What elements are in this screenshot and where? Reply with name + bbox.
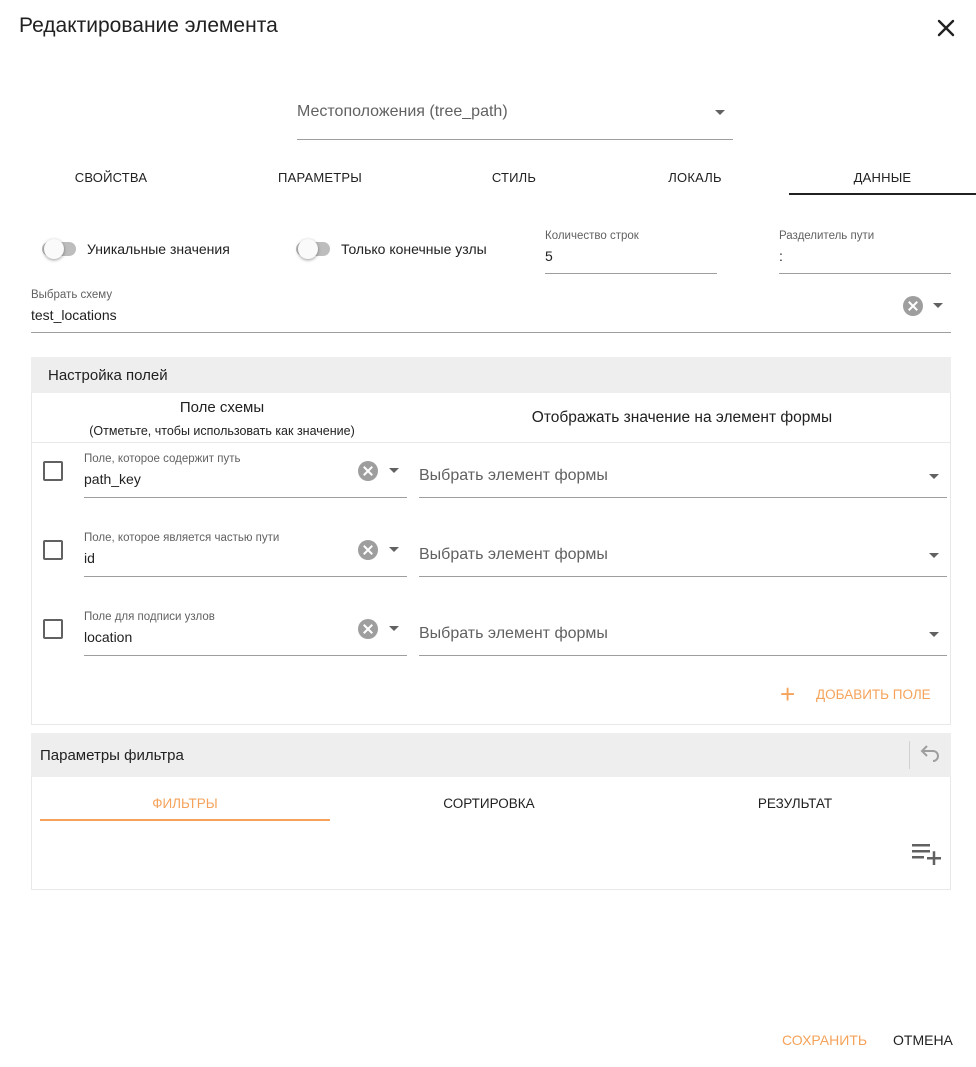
tab-parameters[interactable]: ПАРАМЕТРЫ [278,170,362,185]
close-icon[interactable] [934,16,958,40]
path-separator-label: Разделитель пути [779,230,875,242]
dialog-title: Редактирование элемента [19,14,278,37]
path-separator-value: : [779,248,783,264]
chevron-down-icon [929,474,939,479]
tab-properties[interactable]: СВОЙСТВА [74,170,148,185]
schema-field-label: Поле, которое содержит путь [84,453,241,465]
add-field-button[interactable] [780,679,931,709]
chevron-down-icon [929,553,939,558]
schema-field-select[interactable] [84,611,407,656]
chevron-down-icon [929,632,939,637]
schema-field-label: Поле, которое является частью пути [84,532,280,544]
form-element-placeholder: Выбрать элемент формы [419,625,608,642]
form-element-select[interactable] [419,532,947,577]
toggle-knob [298,239,318,259]
save-button[interactable]: СОХРАНИТЬ [782,1032,868,1048]
clear-icon[interactable] [358,540,378,560]
undo-icon[interactable] [919,744,941,762]
leaf-only-label: Только конечные узлы [341,241,487,257]
tab-data[interactable]: ДАННЫЕ [789,162,976,195]
col-schema-title: Поле схемы [179,399,265,416]
row-checkbox[interactable] [43,619,63,639]
clear-icon[interactable] [358,619,378,639]
tab-locale[interactable]: ЛОКАЛЬ [668,170,722,185]
schema-label: Выбрать схему [31,289,113,301]
fields-panel-header [31,357,951,393]
row-checkbox[interactable] [43,461,63,481]
schema-field-value: path_key [84,471,141,487]
form-element-placeholder: Выбрать элемент формы [419,467,608,484]
unique-values-toggle[interactable] [42,242,76,256]
tab-result[interactable]: РЕЗУЛЬТАТ [757,796,833,811]
schema-select[interactable] [31,289,951,333]
fields-panel-body [31,393,951,725]
row-checkbox[interactable] [43,540,63,560]
form-element-placeholder: Выбрать элемент формы [419,546,608,563]
form-element-select[interactable] [419,611,947,656]
filter-panel-body [31,777,951,890]
row-count-label: Количество строк [545,230,639,242]
filter-panel-title: Параметры фильтра [40,747,184,764]
leaf-only-toggle[interactable] [296,242,330,256]
fields-panel-title: Настройка полей [48,367,168,384]
clear-icon[interactable] [358,461,378,481]
playlist-add-icon[interactable] [912,843,942,865]
cancel-button[interactable]: ОТМЕНА [893,1032,953,1048]
tab-style[interactable]: СТИЛЬ [491,170,537,185]
tab-filters[interactable]: ФИЛЬТРЫ [40,777,330,821]
schema-field-value: location [84,629,133,645]
chevron-down-icon[interactable] [389,626,399,631]
col-display-title: Отображать значение на элемент формы [531,409,833,426]
schema-field-select[interactable] [84,453,407,498]
toggle-knob [44,239,64,259]
divider [909,741,910,769]
form-element-select[interactable] [419,453,947,498]
col-schema-hint: (Отметьте, чтобы использовать как значение) [89,424,355,438]
filter-panel-header [31,733,951,777]
add-field-label: ДОБАВИТЬ ПОЛЕ [816,687,931,702]
location-select-placeholder: Местоположения (tree_path) [297,103,508,120]
tab-bar [0,162,976,195]
divider [32,442,950,443]
chevron-down-icon [715,110,725,115]
row-count-field[interactable] [545,230,717,274]
schema-value: test_locations [31,307,117,323]
chevron-down-icon[interactable] [389,468,399,473]
schema-field-label: Поле для подписи узлов [84,611,215,623]
clear-icon[interactable] [903,296,923,316]
chevron-down-icon[interactable] [389,547,399,552]
plus-icon: + [780,679,796,709]
schema-field-select[interactable] [84,532,407,577]
row-count-value: 5 [545,248,553,264]
tab-sorting[interactable]: СОРТИРОВКА [443,796,535,811]
path-separator-field[interactable] [779,230,951,274]
chevron-down-icon[interactable] [933,303,943,308]
unique-values-label: Уникальные значения [87,241,230,257]
location-select[interactable] [297,94,733,140]
schema-field-value: id [84,550,95,566]
